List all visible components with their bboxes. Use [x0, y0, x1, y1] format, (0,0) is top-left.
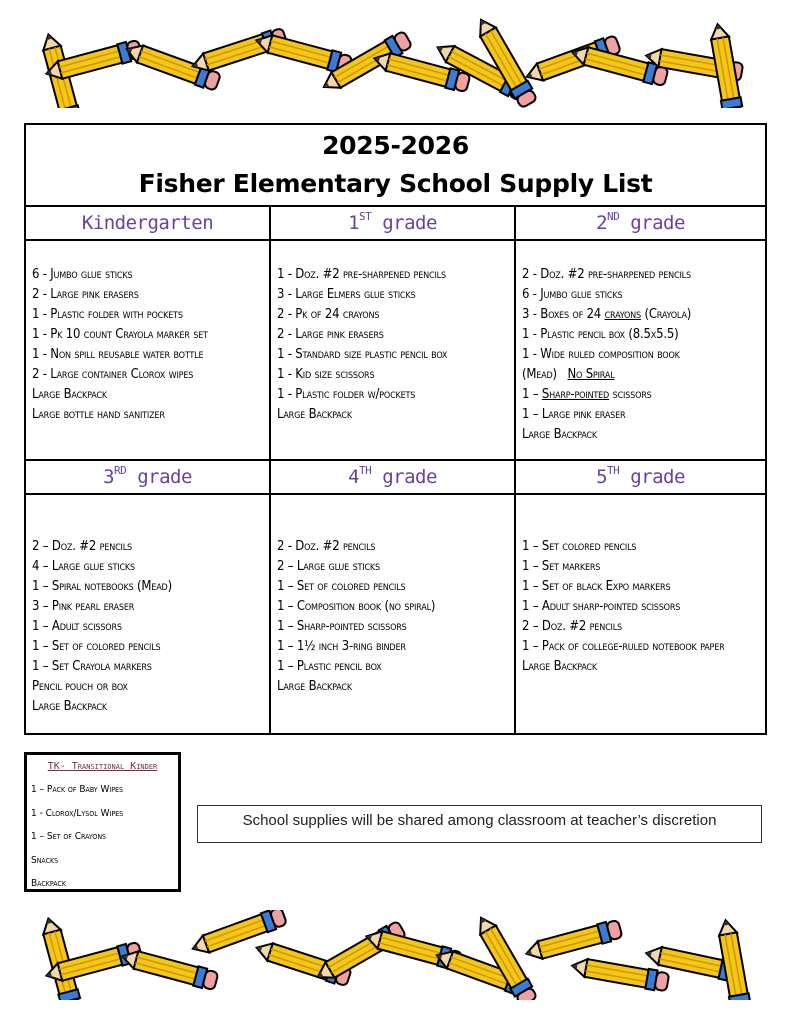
list-item: 2 - Large container Clorox wipes [32, 367, 194, 382]
list-item: 2 – Doz. #2 pencils [522, 619, 622, 634]
fourth-grade-list-cell [270, 494, 515, 734]
grade-suffix: RD [114, 464, 127, 477]
second-grade-list [516, 241, 765, 445]
list-item: 2 - Large pink erasers [32, 287, 139, 302]
list-item: 1 – Set of Crayons [31, 831, 107, 842]
grade-word: grade [137, 466, 192, 488]
list-item: 1 - Plastic pencil box (8.5x5.5) [522, 327, 679, 342]
pencil-border-bottom-art [20, 910, 772, 1000]
list-item: Large Backpack [522, 427, 597, 442]
list-item: 2 - Doz. #2 pre-sharpened pencils [522, 267, 691, 282]
heading-kindergarten-label: Kindergarten [81, 212, 214, 234]
fifth-grade-list-cell [515, 494, 766, 734]
grade-suffix: TH [607, 464, 620, 477]
list-item: Large Backpack [522, 659, 597, 674]
list-item: 1 – Large pink eraser [522, 407, 626, 422]
list-item: 1 - Wide ruled composition book [522, 347, 680, 362]
list-item: 1 – Set markers [522, 559, 601, 574]
tk-title: TK- Transitional Kinder [47, 761, 158, 772]
list-item: Pencil pouch or box [32, 679, 128, 694]
title-cell [25, 124, 766, 206]
list-item: 1 – Set Crayola markers [32, 659, 152, 674]
heading-5th-grade [515, 460, 766, 494]
grade-word: grade [630, 466, 685, 488]
grade-number: 3 [103, 466, 115, 488]
fourth-grade-list [271, 495, 514, 697]
list-item: 1 – Adult sharp-pointed scissors [522, 599, 681, 614]
third-grade-list-cell [25, 494, 270, 734]
list-item: Large Backpack [32, 699, 107, 714]
list-item: 1 - Pk 10 count Crayola marker set [32, 327, 208, 342]
list-item: 2 - Large pink erasers [277, 327, 384, 342]
list-item: 2 – Large glue sticks [277, 559, 380, 574]
item-text-underlined: crayons [604, 307, 641, 322]
list-item: 1 – Adult scissors [32, 619, 122, 634]
tk-supply-box [24, 752, 181, 892]
list-item [522, 305, 761, 325]
pencil-border-bottom [20, 910, 772, 1000]
list-item: 2 - Pk of 24 crayons [277, 307, 380, 322]
shared-supplies-note-text: School supplies will be shared among classroom at teacher’s discretion [242, 812, 717, 829]
list-item: Large Backpack [32, 387, 107, 402]
list-item: 1 - Doz. #2 pre-sharpened pencils [277, 267, 446, 282]
pencil-border-top-art [20, 18, 772, 108]
item-text: scissors [609, 387, 652, 402]
third-grade-list [26, 495, 269, 717]
grade-suffix: ST [359, 210, 372, 223]
list-item: Large bottle hand sanitizer [32, 407, 165, 422]
fifth-grade-list [516, 495, 765, 677]
first-grade-list-cell [270, 240, 515, 460]
item-text-underlined: Sharp-pointed [541, 387, 610, 402]
item-text: (Mead) [522, 367, 557, 382]
list-item: 2 – Doz. #2 pencils [32, 539, 132, 554]
kindergarten-list-cell [25, 240, 270, 460]
second-grade-list-cell [515, 240, 766, 460]
list-item: 1 – Set of colored pencils [277, 579, 406, 594]
grade-number: 2 [596, 212, 608, 234]
list-item: 3 – Pink pearl eraser [32, 599, 135, 614]
kindergarten-list [26, 241, 269, 425]
list-item: 1 – Pack of Baby Wipes [31, 784, 124, 795]
grade-word: grade [382, 466, 437, 488]
list-item: 1 – Composition book (no spiral) [277, 599, 436, 614]
list-item: 1 - Plastic folder w/pockets [277, 387, 416, 402]
grade-suffix: TH [359, 464, 372, 477]
grade-word: grade [382, 212, 437, 234]
list-item: 2 - Doz. #2 pencils [277, 539, 376, 554]
list-item: 1 - Standard size plastic pencil box [277, 347, 448, 362]
list-item [522, 365, 761, 385]
grade-number: 5 [596, 466, 608, 488]
list-item: 4 – Large glue sticks [32, 559, 135, 574]
heading-kindergarten [25, 206, 270, 240]
list-item: 1 – Set of black Expo markers [522, 579, 671, 594]
list-item: 1 – Set colored pencils [522, 539, 637, 554]
list-item: Snacks [31, 854, 59, 866]
list-item: 1 - Non spill reusable water bottle [32, 347, 204, 362]
supply-list-table [24, 123, 767, 735]
grade-number: 4 [348, 466, 360, 488]
grade-number: 1 [348, 212, 360, 234]
list-item: 1 - Kid size scissors [277, 367, 375, 382]
list-item: 1 – Spiral notebooks (Mead) [32, 579, 172, 594]
list-item [522, 385, 761, 405]
heading-3rd-grade [25, 460, 270, 494]
heading-4th-grade [270, 460, 515, 494]
list-item: 1 – Plastic pencil box [277, 659, 382, 674]
list-item: 1 - Clorox/Lysol Wipes [31, 807, 124, 819]
list-item: Large Backpack [277, 407, 352, 422]
list-item: 6 - Jumbo glue sticks [32, 267, 133, 282]
tk-list [31, 778, 178, 896]
list-item: 1 - Plastic folder with pockets [32, 307, 183, 322]
item-text: 1 – [522, 387, 542, 402]
item-text: 3 - Boxes of 24 [522, 307, 605, 322]
list-item: 1 – Pack of college-ruled notebook paper [522, 639, 725, 654]
list-item: Backpack [31, 878, 66, 889]
title-school: Fisher Elementary School Supply List [138, 169, 653, 198]
shared-supplies-note [197, 805, 762, 843]
pencil-border-top [20, 18, 772, 108]
list-item: Large Backpack [277, 679, 352, 694]
grade-suffix: ND [607, 210, 620, 223]
list-item: 1 – Sharp-pointed scissors [277, 619, 407, 634]
list-item: 1 – Set of colored pencils [32, 639, 161, 654]
item-text: (Crayola) [640, 307, 692, 322]
title-year: 2025-2026 [322, 131, 469, 160]
grade-word: grade [630, 212, 685, 234]
list-item: 3 - Large Elmers glue sticks [277, 287, 416, 302]
first-grade-list [271, 241, 514, 425]
heading-2nd-grade [515, 206, 766, 240]
list-item: 1 – 1½ inch 3-ring binder [277, 639, 406, 654]
item-text-underlined: No Spiral [567, 367, 615, 382]
list-item: 6 - Jumbo glue sticks [522, 287, 623, 302]
heading-1st-grade [270, 206, 515, 240]
